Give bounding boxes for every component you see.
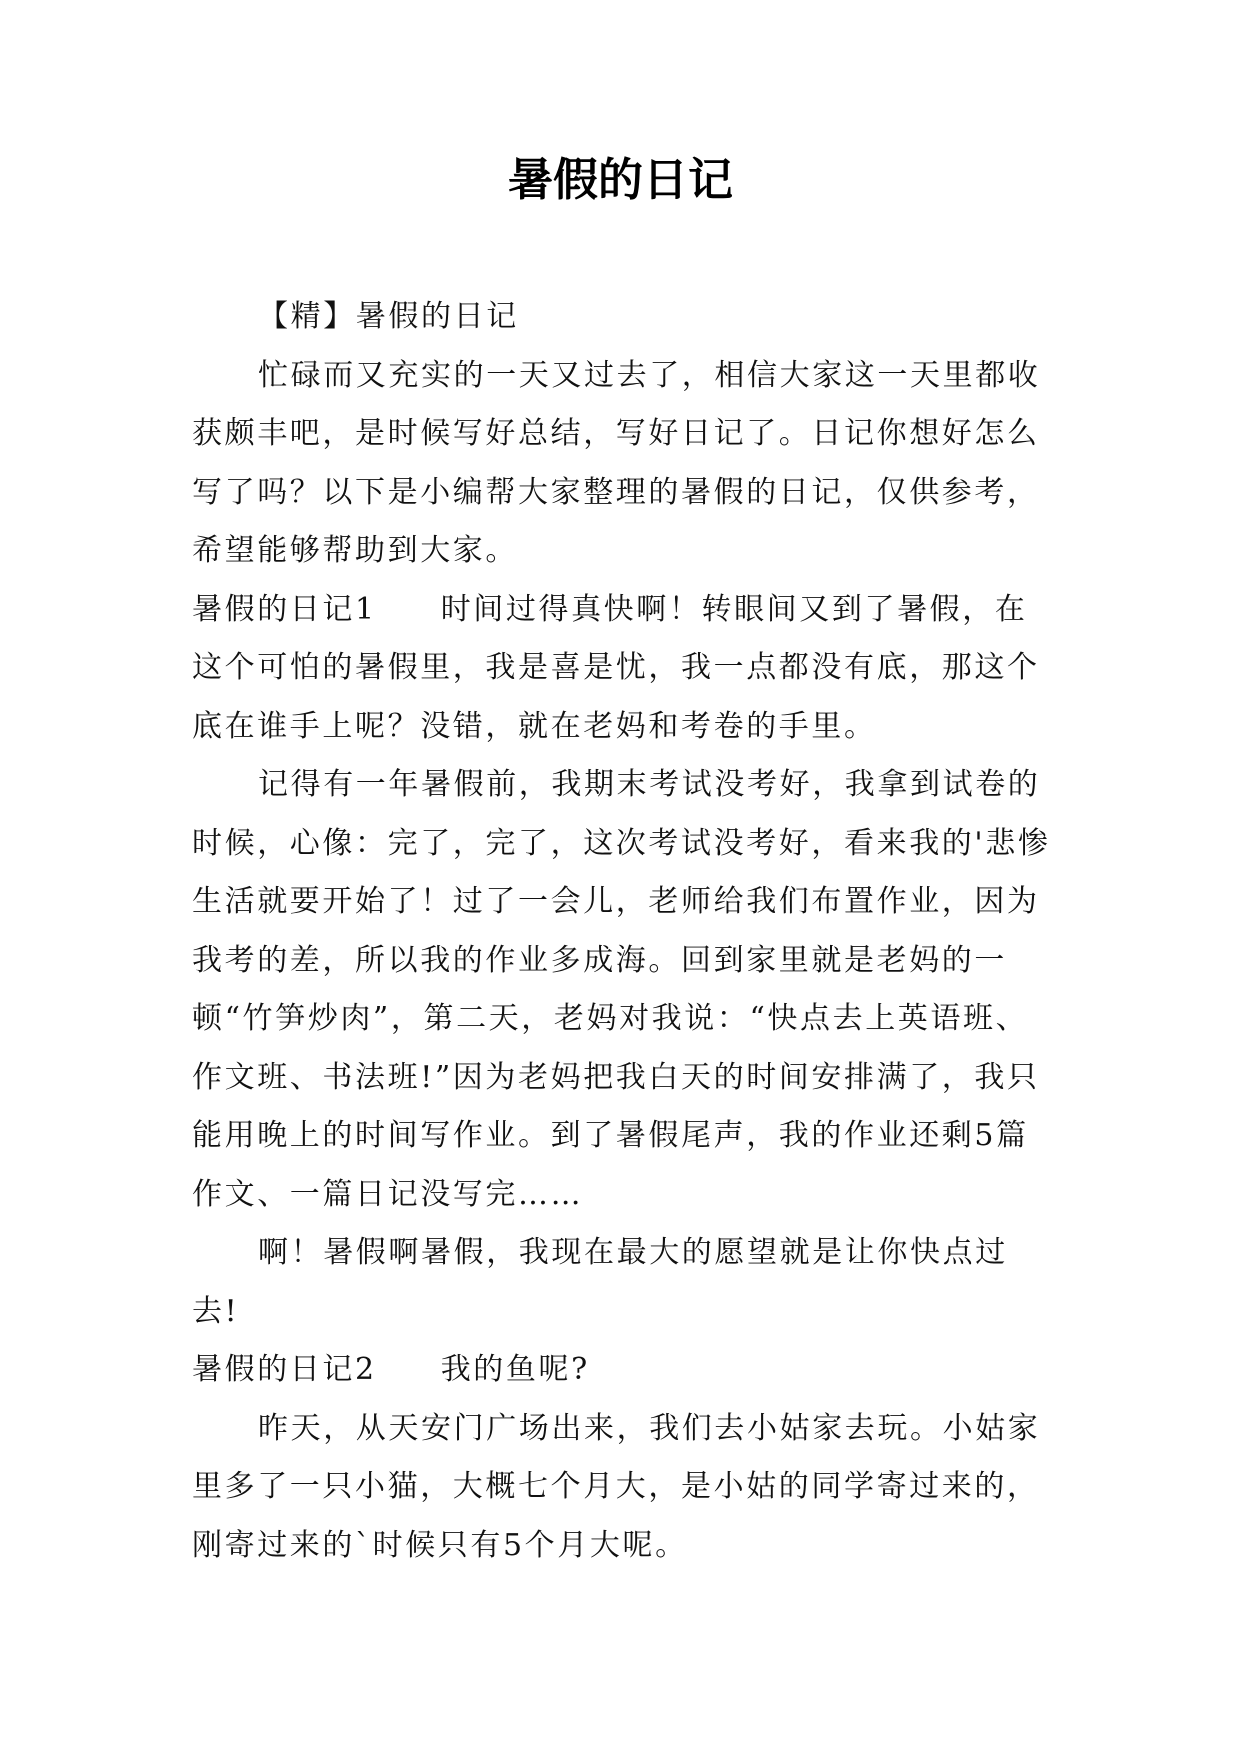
diary-2-text: 我的鱼呢? <box>440 1352 590 1387</box>
diary-2-heading: 暑假的日记2 <box>192 1352 377 1387</box>
paragraph-intro-heading: 【精】暑假的日记 <box>258 299 519 334</box>
diary-1-text: 时间过得真快啊！转眼间又到了暑假，在这个可怕的暑假里，我是喜是忧，我一点都没有底，那这个底在谁手上呢？没错，就在老妈和考卷的手里。 <box>192 591 1040 744</box>
paragraph-diary-2-body: 昨天，从天安门广场出来，我们去小姑家去玩。小姑家里多了一只小猫，大概七个月大，是小姑的同学寄过来的，刚寄过来的`时候只有5个月大呢。 <box>192 1410 1041 1563</box>
paragraph-diary-1-end: 啊！暑假啊暑假，我现在最大的愿望就是让你快点过去! <box>192 1235 1008 1329</box>
paragraph-diary-2 <box>192 1341 1052 1400</box>
paragraph-intro: 忙碌而又充实的一天又过去了，相信大家这一天里都收获颇丰吧，是时候写好总结，写好日记了。日记你想好怎么写了吗？以下是小编帮大家整理的暑假的日记，仅供参考，希望能够帮助到大家。 <box>192 357 1041 568</box>
document-body <box>192 288 1052 1575</box>
diary-1-heading: 暑假的日记1 <box>192 591 377 627</box>
paragraph-diary-1-body: 记得有一年暑假前，我期末考试没考好，我拿到试卷的时候，心像：完了，完了，这次考试没考好，看来我的'悲惨生活就要开始了！过了一会儿，老师给我们布置作业，因为我考的差，所以我的作业多成海。回到家里就是老妈的一顿“竹笋炒肉”，第二天，老妈对我说：“快点去上英语班、作文班、书法班!”因为老妈把我白天的时间安排满了，我只能用晚上的时间写作业。到了暑假尾声，我的作业还剩5篇作文、一篇日记没写完…… <box>192 767 1051 1212</box>
page-title: 暑假的日记 <box>507 153 733 206</box>
paragraph-diary-1 <box>192 581 1052 757</box>
